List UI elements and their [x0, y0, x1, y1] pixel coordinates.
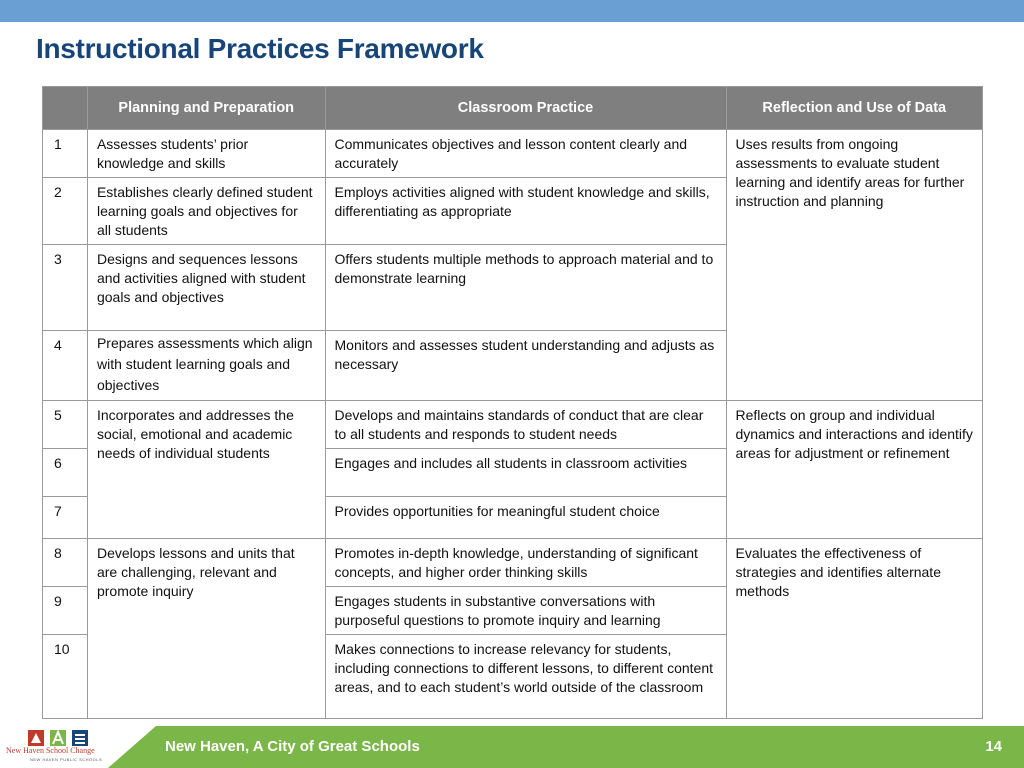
row-number: 2 [43, 178, 88, 245]
row-number: 10 [43, 635, 88, 719]
header-practice: Classroom Practice [325, 87, 726, 130]
table-row [43, 401, 983, 449]
practice-cell: Develops and maintains standards of conduct that are clear to all students and responds to student needs [325, 401, 726, 449]
practice-cell: Promotes in-depth knowledge, understanding of significant concepts, and higher order thinking skills [325, 539, 726, 587]
planning-cell: Designs and sequences lessons and activities aligned with student goals and objectives [87, 245, 325, 331]
reflection-cell: Uses results from ongoing assessments to evaluate student learning and identify areas for further instruction and planning [726, 130, 982, 401]
row-number: 8 [43, 539, 88, 587]
practice-cell: Provides opportunities for meaningful student choice [325, 497, 726, 539]
practice-cell: Engages and includes all students in classroom activities [325, 449, 726, 497]
framework-table [42, 86, 983, 719]
practice-cell: Engages students in substantive conversations with purposeful questions to promote inquiry and learning [325, 587, 726, 635]
row-number: 6 [43, 449, 88, 497]
practice-cell: Offers students multiple methods to approach material and to demonstrate learning [325, 245, 726, 331]
row-number: 9 [43, 587, 88, 635]
table-header-row [43, 87, 983, 130]
row-number: 5 [43, 401, 88, 449]
table-row [43, 130, 983, 178]
school-change-logo-icon [28, 728, 92, 748]
logo-text: New Haven School Change [6, 746, 95, 755]
planning-cell: Develops lessons and units that are challenging, relevant and promote inquiry [87, 539, 325, 719]
practice-cell: Communicates objectives and lesson content clearly and accurately [325, 130, 726, 178]
logo-subtext: NEW HAVEN PUBLIC SCHOOLS [30, 757, 103, 762]
planning-cell: Assesses students’ prior knowledge and skills [87, 130, 325, 178]
practice-cell: Employs activities aligned with student knowledge and skills, differentiating as appropriate [325, 178, 726, 245]
practice-cell: Makes connections to increase relevancy for students, including connections to different lessons, to different content areas, and to each student’s world outside of the classroom [325, 635, 726, 719]
row-number: 7 [43, 497, 88, 539]
top-accent-bar [0, 0, 1024, 22]
planning-cell: Prepares assessments which align with student learning goals and objectives [87, 331, 325, 401]
footer-text: New Haven, A City of Great Schools [165, 738, 420, 755]
reflection-cell: Evaluates the effectiveness of strategies and identifies alternate methods [726, 539, 982, 719]
header-planning: Planning and Preparation [87, 87, 325, 130]
reflection-cell: Reflects on group and individual dynamics and interactions and identify areas for adjustment or refinement [726, 401, 982, 539]
header-reflection: Reflection and Use of Data [726, 87, 982, 130]
row-number: 1 [43, 130, 88, 178]
table-row [43, 539, 983, 587]
practice-cell: Monitors and assesses student understanding and adjusts as necessary [325, 331, 726, 401]
row-number: 3 [43, 245, 88, 331]
slide-title: Instructional Practices Framework [36, 33, 484, 64]
header-number [43, 87, 88, 130]
planning-cell: Establishes clearly defined student learning goals and objectives for all students [87, 178, 325, 245]
planning-cell: Incorporates and addresses the social, emotional and academic needs of individual students [87, 401, 325, 539]
page-number: 14 [985, 738, 1002, 755]
row-number: 4 [43, 331, 88, 401]
